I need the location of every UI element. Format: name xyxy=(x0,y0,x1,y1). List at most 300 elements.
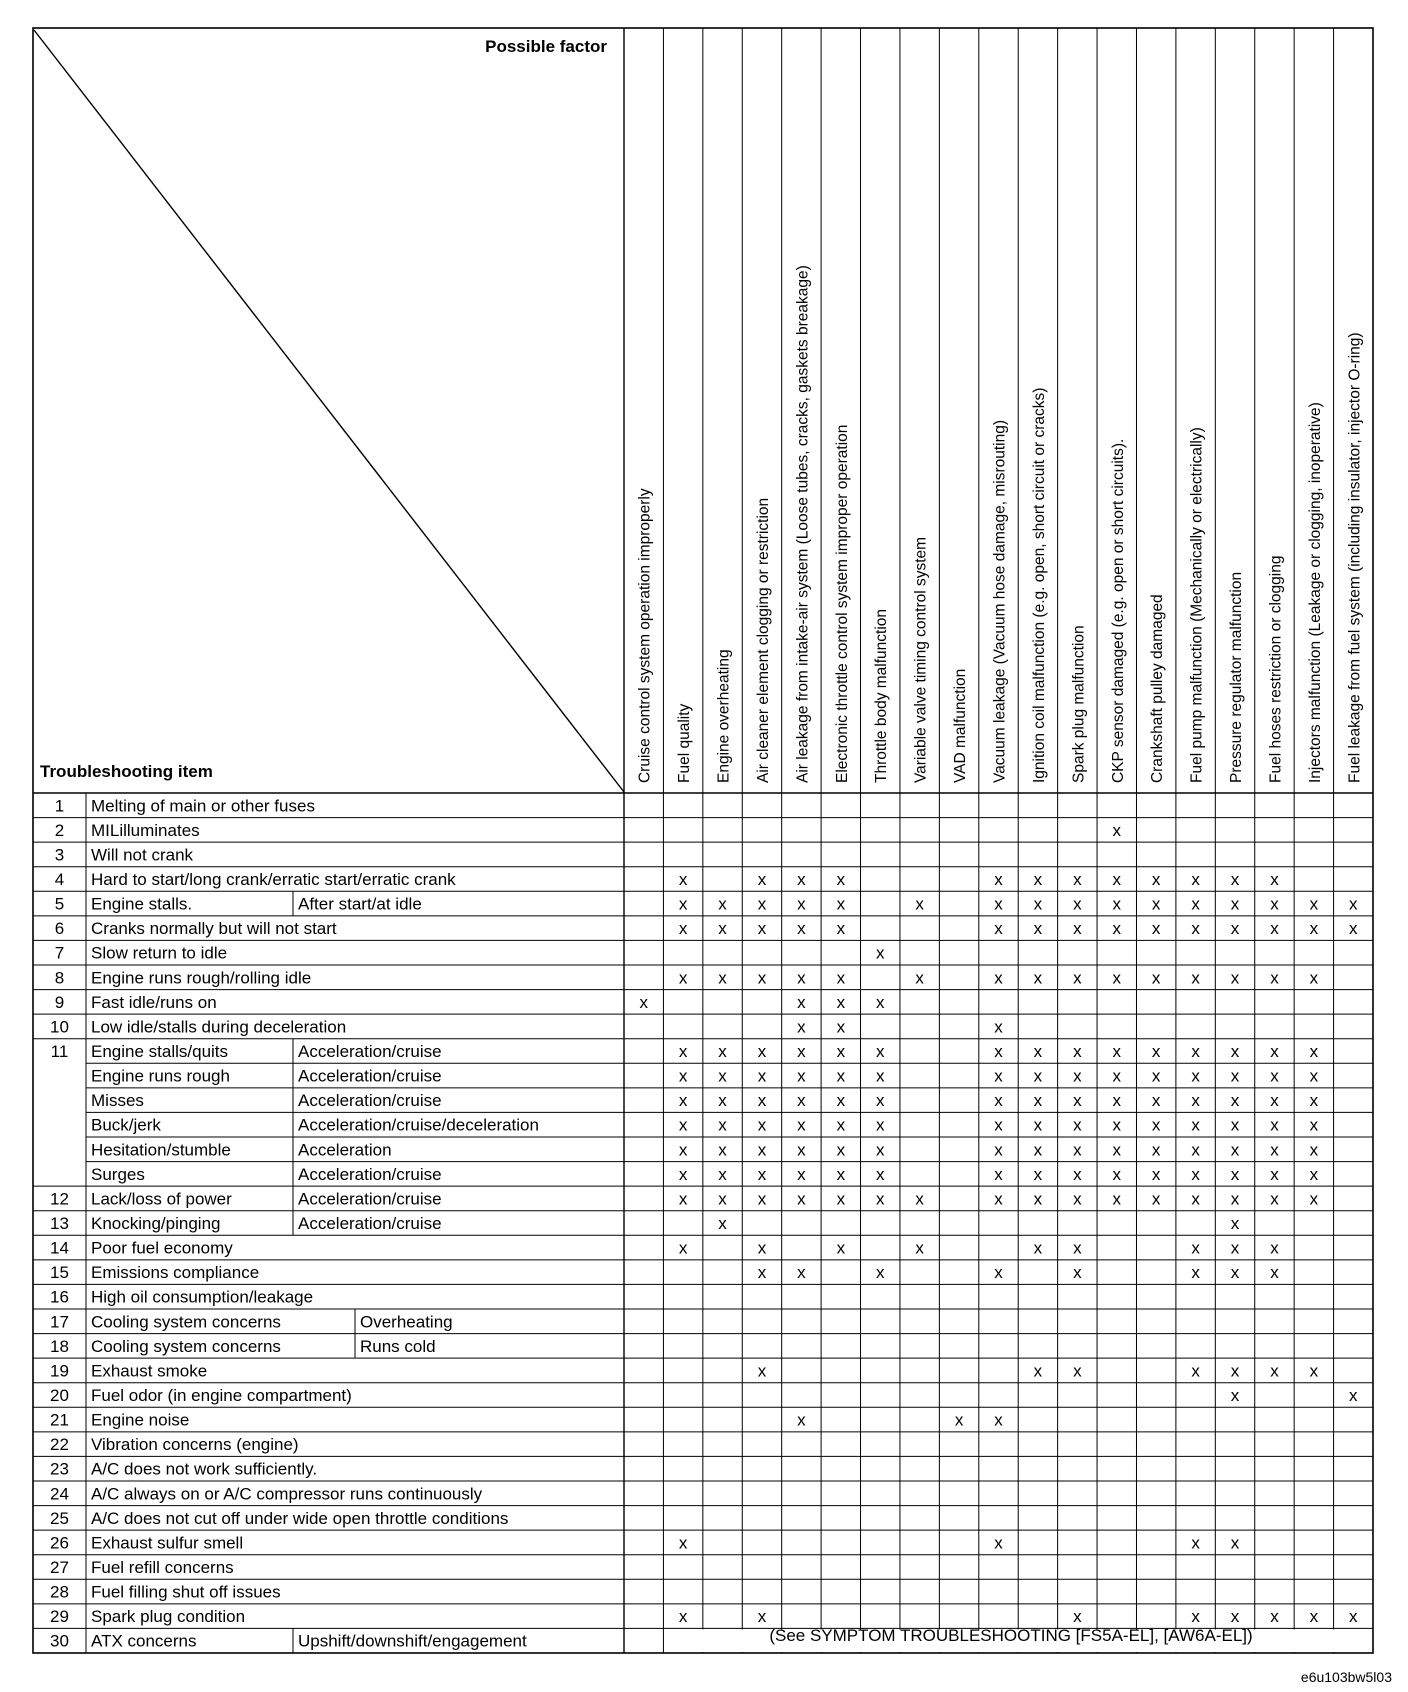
factor-mark: x xyxy=(797,894,806,914)
row-number: 20 xyxy=(50,1386,69,1405)
factor-mark: x xyxy=(1073,1189,1082,1209)
factor-mark: x xyxy=(1309,1042,1319,1061)
table-row xyxy=(91,1067,442,1086)
factor-mark: x xyxy=(1230,1042,1240,1061)
row-item: Hard to start/long crank/erratic start/erratic crank xyxy=(91,870,456,889)
factor-mark: x xyxy=(718,1115,727,1135)
row-number: 19 xyxy=(50,1361,69,1381)
factor-label: Engine overheating xyxy=(715,649,733,783)
factor-mark: x xyxy=(1230,1115,1240,1135)
row-item: Fast idle/runs on xyxy=(91,992,217,1012)
factor-mark: x xyxy=(1073,894,1082,914)
factor-mark: x xyxy=(1033,1091,1043,1111)
factor-mark: x xyxy=(1151,1189,1161,1209)
factor-mark: x xyxy=(1309,1361,1319,1381)
factor-mark: x xyxy=(678,1115,688,1135)
factor-mark: x xyxy=(678,1091,688,1111)
factor-mark: x xyxy=(1073,870,1082,889)
table-row xyxy=(55,845,194,864)
factor-label: VAD malfunction xyxy=(952,668,970,783)
row-number: 14 xyxy=(50,1238,69,1258)
factor-mark: x xyxy=(1191,1533,1200,1553)
factor-mark: x xyxy=(1151,1115,1161,1135)
factor-mark: x xyxy=(915,968,924,988)
factor-mark: x xyxy=(718,1091,727,1111)
factor-label: Ignition coil malfunction (e.g. open, short circuit or cracks) xyxy=(1030,387,1048,783)
factor-mark: x xyxy=(797,1410,806,1430)
factor-mark: x xyxy=(1230,1238,1240,1258)
factor-mark: x xyxy=(875,1042,885,1061)
row-item: Poor fuel economy xyxy=(91,1238,233,1258)
factor-mark: x xyxy=(1191,1066,1200,1086)
factor-mark: x xyxy=(1033,1140,1043,1160)
factor-mark: x xyxy=(836,1115,846,1135)
factor-mark: x xyxy=(718,1164,727,1184)
row-number: 16 xyxy=(50,1287,69,1307)
factor-mark: x xyxy=(1033,1189,1043,1209)
factor-mark: x xyxy=(1230,1263,1240,1283)
factor-mark: x xyxy=(757,1361,767,1381)
factor-mark: x xyxy=(1151,894,1161,914)
factor-mark: x xyxy=(757,1115,767,1135)
factor-mark: x xyxy=(1191,1607,1200,1627)
factor-mark: x xyxy=(1151,1042,1161,1061)
factor-label: Pressure regulator malfunction xyxy=(1228,571,1246,783)
factor-mark: x xyxy=(1033,894,1043,914)
factor-mark: x xyxy=(1033,1066,1043,1086)
row-number: 17 xyxy=(50,1312,69,1332)
row-number: 24 xyxy=(50,1484,69,1504)
factor-mark: x xyxy=(678,1140,688,1160)
row-number: 1 xyxy=(54,796,65,816)
factor-label: Electronic throttle control system improper operation xyxy=(833,424,851,783)
row-number: 29 xyxy=(50,1607,69,1627)
factor-mark: x xyxy=(1191,1042,1200,1061)
table-row xyxy=(50,1484,483,1503)
factor-mark: x xyxy=(1230,1214,1240,1233)
factor-mark: x xyxy=(836,1164,846,1184)
row-item: Engine runs rough/rolling idle xyxy=(91,968,312,988)
factor-mark: x xyxy=(836,968,846,988)
factor-label: Air leakage from intake-air system (Loose tubes, cracks, gaskets breakage) xyxy=(794,265,812,783)
factor-label: Crankshaft pulley damaged xyxy=(1149,594,1167,783)
factor-mark: x xyxy=(915,894,924,914)
factor-mark: x xyxy=(1151,919,1161,939)
factor-mark: x xyxy=(836,919,846,939)
row-condition: Acceleration/cruise xyxy=(298,1042,442,1061)
factor-mark: x xyxy=(797,1263,806,1283)
factor-mark: x xyxy=(1309,1091,1319,1111)
row-item: Slow return to idle xyxy=(91,943,228,963)
table-row xyxy=(50,1017,346,1036)
factor-mark: x xyxy=(1270,968,1279,988)
table-row xyxy=(50,1509,508,1528)
table-row xyxy=(55,796,315,815)
factor-mark: x xyxy=(718,1140,727,1160)
table-row xyxy=(50,1411,189,1430)
factor-mark: x xyxy=(718,919,727,939)
factor-mark: x xyxy=(757,1066,767,1086)
factor-mark: x xyxy=(1073,1263,1082,1283)
row-number: 4 xyxy=(54,870,65,889)
row-item: Low idle/stalls during deceleration xyxy=(91,1017,347,1037)
factor-label: Fuel quality xyxy=(676,703,694,783)
row-number: 15 xyxy=(50,1263,69,1283)
factor-mark: x xyxy=(1112,1140,1122,1160)
row-number: 13 xyxy=(50,1214,69,1233)
factor-mark: x xyxy=(1112,1115,1122,1135)
factor-mark: x xyxy=(875,943,885,963)
factor-mark: x xyxy=(678,919,688,939)
factor-mark: x xyxy=(797,1066,806,1086)
row-item: Vibration concerns (engine) xyxy=(91,1435,299,1455)
factor-mark: x xyxy=(875,1140,885,1160)
factor-mark: x xyxy=(1309,968,1319,988)
factor-mark: x xyxy=(718,894,727,914)
factor-mark: x xyxy=(1191,1140,1200,1160)
factor-mark: x xyxy=(1191,1238,1200,1258)
row-condition: Acceleration xyxy=(298,1140,392,1160)
factor-mark: x xyxy=(1230,1607,1240,1627)
factor-mark: x xyxy=(994,1091,1003,1111)
factor-mark: x xyxy=(836,1091,846,1111)
factor-mark: x xyxy=(1112,1042,1122,1061)
factor-mark: x xyxy=(797,1091,806,1111)
row-item: Emissions compliance xyxy=(91,1263,260,1283)
factor-mark: x xyxy=(797,1189,806,1209)
row-number: 8 xyxy=(54,968,65,988)
row-number: 2 xyxy=(54,820,65,840)
factor-mark: x xyxy=(1270,1164,1279,1184)
table-row xyxy=(50,1361,207,1380)
row-number: 27 xyxy=(50,1558,69,1577)
row-item: Fuel odor (in engine compartment) xyxy=(91,1386,352,1405)
table-row xyxy=(50,1214,442,1233)
row-item: Engine runs rough xyxy=(91,1066,230,1086)
factor-label: Throttle body malfunction xyxy=(873,608,891,783)
row-condition: Acceleration/cruise xyxy=(298,1066,442,1086)
factor-mark: x xyxy=(757,1140,767,1160)
factor-label: Vacuum leakage (Vacuum hose damage, misrouting) xyxy=(991,419,1009,783)
table-row xyxy=(50,1583,281,1602)
row-item: A/C always on or A/C compressor runs continuously xyxy=(91,1484,483,1504)
factor-mark: x xyxy=(1033,1238,1043,1258)
factor-mark: x xyxy=(1112,1189,1122,1209)
row-number: 9 xyxy=(54,992,65,1012)
row-item: A/C does not cut off under wide open throttle conditions xyxy=(91,1508,509,1528)
factor-mark: x xyxy=(1349,1386,1358,1405)
factor-mark: x xyxy=(994,1263,1003,1283)
table-row xyxy=(50,1558,234,1577)
factor-mark: x xyxy=(797,870,806,889)
factor-mark: x xyxy=(1309,919,1319,939)
table-grid xyxy=(33,28,1373,1653)
row-number: 23 xyxy=(50,1459,69,1479)
factor-mark: x xyxy=(875,1091,885,1111)
factor-mark: x xyxy=(1270,1066,1279,1086)
factor-mark: x xyxy=(1073,968,1082,988)
factor-mark: x xyxy=(1033,870,1043,889)
factor-mark: x xyxy=(1230,894,1240,914)
factor-mark: x xyxy=(718,968,727,988)
row-item: High oil consumption/leakage xyxy=(91,1287,314,1307)
factor-mark: x xyxy=(994,870,1003,889)
table-row xyxy=(91,1116,539,1135)
factor-mark: x xyxy=(836,894,846,914)
factor-mark: x xyxy=(994,1189,1003,1209)
factor-mark: x xyxy=(757,1238,767,1258)
factor-mark: x xyxy=(1151,1164,1161,1184)
factor-mark: x xyxy=(1112,1091,1122,1111)
factor-mark: x xyxy=(1191,1115,1200,1135)
factor-mark: x xyxy=(1191,1091,1200,1111)
factor-mark: x xyxy=(1191,968,1200,988)
row-number: 5 xyxy=(54,894,65,914)
factor-mark: x xyxy=(797,919,806,939)
factor-mark: x xyxy=(1270,1140,1279,1160)
troubleshooting-item-label: Troubleshooting item xyxy=(40,762,213,781)
factor-mark: x xyxy=(994,1410,1003,1430)
factor-mark: x xyxy=(1112,1164,1122,1184)
factor-mark: x xyxy=(1230,1066,1240,1086)
table-row xyxy=(55,968,311,987)
factor-mark: x xyxy=(1112,1066,1122,1086)
table-row xyxy=(55,821,200,840)
row-number: 11 xyxy=(50,1042,69,1061)
row-item: Engine noise xyxy=(91,1410,190,1430)
factor-mark: x xyxy=(1309,1140,1319,1160)
factor-mark: x xyxy=(678,1164,688,1184)
factor-mark: x xyxy=(1270,1361,1279,1381)
rows xyxy=(50,796,1372,1652)
factor-mark: x xyxy=(1073,1042,1082,1061)
factor-mark: x xyxy=(1073,1140,1082,1160)
factor-mark: x xyxy=(1309,1164,1319,1184)
row-item: Cooling system concerns xyxy=(91,1312,281,1332)
row-item: Engine stalls. xyxy=(91,894,193,914)
row-item: Hesitation/stumble xyxy=(91,1140,231,1160)
factor-mark: x xyxy=(1033,1164,1043,1184)
factor-label: Variable valve timing control system xyxy=(912,536,930,783)
row-item: A/C does not work sufficiently. xyxy=(91,1459,318,1479)
factor-mark: x xyxy=(797,992,806,1012)
table-row xyxy=(91,1165,442,1184)
factor-mark: x xyxy=(1073,1115,1082,1135)
row-condition: After start/at idle xyxy=(298,894,422,914)
row-number: 12 xyxy=(50,1189,69,1209)
row-item: Engine stalls/quits xyxy=(91,1042,229,1061)
factor-mark: x xyxy=(836,992,846,1012)
factor-mark: x xyxy=(678,1533,688,1553)
factor-mark: x xyxy=(994,1140,1003,1160)
factor-mark: x xyxy=(1270,870,1279,889)
factor-label: Cruise control system operation improperly xyxy=(636,488,654,783)
factor-mark: x xyxy=(915,1189,924,1209)
factor-mark: x xyxy=(797,968,806,988)
row-number: 7 xyxy=(54,943,65,963)
row-item: Fuel filling shut off issues xyxy=(91,1582,281,1602)
factor-mark: x xyxy=(678,1042,688,1061)
factor-mark: x xyxy=(1230,1386,1240,1405)
factor-mark: x xyxy=(1191,1361,1200,1381)
factor-mark: x xyxy=(1349,919,1358,939)
factor-mark: x xyxy=(678,968,688,988)
table-row xyxy=(50,1607,245,1626)
factor-mark: x xyxy=(718,1189,727,1209)
factor-label: Injectors malfunction (Leakage or clogging, inoperative) xyxy=(1306,402,1324,783)
factor-mark: x xyxy=(1270,1263,1279,1283)
factor-mark: x xyxy=(1191,1263,1200,1283)
row-item: Exhaust sulfur smell xyxy=(91,1533,244,1553)
figure-id: e6u103bw5l03 xyxy=(1300,1669,1392,1685)
table-row xyxy=(55,944,227,963)
factor-mark: x xyxy=(1191,894,1200,914)
row30-see-note: (See SYMPTOM TROUBLESHOOTING [FS5A-EL], [AW6A-EL]) xyxy=(769,1626,1253,1645)
factor-mark: x xyxy=(994,1533,1003,1553)
row-item: Lack/loss of power xyxy=(91,1189,232,1209)
factor-label: Fuel hoses restriction or clogging xyxy=(1267,555,1285,783)
row-number: 22 xyxy=(50,1435,69,1455)
factor-mark: x xyxy=(1191,870,1200,889)
table-row xyxy=(50,1435,299,1454)
factor-mark: x xyxy=(1270,1042,1279,1061)
factor-mark: x xyxy=(678,1607,688,1627)
table-row xyxy=(50,1189,442,1208)
factor-mark: x xyxy=(757,968,767,988)
factor-mark: x xyxy=(994,894,1003,914)
factor-mark: x xyxy=(1230,1164,1240,1184)
factor-mark: x xyxy=(797,1017,806,1037)
factor-mark: x xyxy=(875,1115,885,1135)
factor-mark: x xyxy=(1151,870,1161,889)
factor-mark: x xyxy=(797,1164,806,1184)
row-condition: Acceleration/cruise xyxy=(298,1164,442,1184)
factor-mark: x xyxy=(1073,1361,1082,1381)
factor-mark: x xyxy=(915,1238,924,1258)
factor-mark: x xyxy=(836,1238,846,1258)
row-item: Cooling system concerns xyxy=(91,1336,281,1356)
factor-mark: x xyxy=(1112,820,1122,840)
factor-mark: x xyxy=(1191,1164,1200,1184)
factor-mark: x xyxy=(1033,1361,1043,1381)
row-item: Exhaust smoke xyxy=(91,1361,208,1381)
factor-mark: x xyxy=(836,1066,846,1086)
factor-mark: x xyxy=(994,1042,1003,1061)
row-item: Melting of main or other fuses xyxy=(91,796,315,816)
factor-mark: x xyxy=(836,870,846,889)
row-number: 6 xyxy=(54,919,65,939)
factor-mark: x xyxy=(1309,1189,1319,1209)
factor-mark: x xyxy=(994,1115,1003,1135)
row-item: Buck/jerk xyxy=(91,1115,161,1135)
factor-mark: x xyxy=(1073,1238,1082,1258)
factor-mark: x xyxy=(1230,968,1240,988)
row-number: 3 xyxy=(54,845,65,865)
factor-mark: x xyxy=(875,1189,885,1209)
factor-mark: x xyxy=(836,1042,846,1061)
row-item: Will not crank xyxy=(91,845,194,865)
row-condition: Runs cold xyxy=(360,1336,436,1356)
factor-mark: x xyxy=(994,1066,1003,1086)
row-item: Knocking/pinging xyxy=(91,1214,221,1233)
factor-mark: x xyxy=(797,1042,806,1061)
factor-mark: x xyxy=(639,992,648,1012)
table-row xyxy=(50,1263,259,1282)
factor-mark: x xyxy=(757,1263,767,1283)
factor-mark: x xyxy=(1033,919,1043,939)
factor-mark: x xyxy=(1073,1066,1082,1086)
factor-mark: x xyxy=(757,1042,767,1061)
header-diagonal xyxy=(34,30,624,792)
row-condition: Acceleration/cruise xyxy=(298,1091,442,1111)
factor-mark: x xyxy=(875,1066,885,1086)
factor-mark: x xyxy=(1309,1066,1319,1086)
factor-mark: x xyxy=(875,992,885,1012)
factor-label: Air cleaner element clogging or restriction xyxy=(754,497,772,783)
row-condition: Acceleration/cruise/deceleration xyxy=(298,1115,539,1135)
table-row xyxy=(50,1312,453,1331)
factor-mark: x xyxy=(678,870,688,889)
factor-mark: x xyxy=(1270,894,1279,914)
row-item: MILilluminates xyxy=(91,820,200,840)
row-item: Spark plug condition xyxy=(91,1607,246,1627)
row-item: ATX concerns xyxy=(91,1631,197,1651)
factor-mark: x xyxy=(1270,1238,1279,1258)
row-number: 28 xyxy=(50,1582,69,1602)
table-row xyxy=(55,993,217,1012)
row-item: Surges xyxy=(91,1164,145,1184)
factor-mark: x xyxy=(1270,1091,1279,1111)
factor-mark: x xyxy=(757,919,767,939)
factor-mark: x xyxy=(1230,1361,1240,1381)
factor-mark: x xyxy=(1230,919,1240,939)
factor-mark: x xyxy=(1349,894,1358,914)
table-row xyxy=(50,1239,233,1258)
factor-mark: x xyxy=(875,1263,885,1283)
factor-mark: x xyxy=(1151,968,1161,988)
factor-mark: x xyxy=(1230,1140,1240,1160)
factor-mark: x xyxy=(1073,919,1082,939)
factor-mark: x xyxy=(1073,1164,1082,1184)
factor-mark: x xyxy=(836,1189,846,1209)
factor-label: Spark plug malfunction xyxy=(1070,625,1088,783)
factor-mark: x xyxy=(1151,1091,1161,1111)
factor-mark: x xyxy=(1191,1189,1200,1209)
factor-mark: x xyxy=(1309,1607,1319,1627)
factor-mark: x xyxy=(1270,1607,1279,1627)
factor-mark: x xyxy=(1073,1091,1082,1111)
factor-mark: x xyxy=(1112,968,1122,988)
factor-mark: x xyxy=(757,1091,767,1111)
factor-mark: x xyxy=(994,968,1003,988)
factor-mark: x xyxy=(1309,894,1319,914)
factor-mark: x xyxy=(1073,1607,1082,1627)
table-row xyxy=(55,870,456,889)
factor-mark: x xyxy=(797,1115,806,1135)
factor-mark: x xyxy=(1112,919,1122,939)
table-row xyxy=(50,1337,436,1356)
factor-mark: x xyxy=(797,1140,806,1160)
factor-mark: x xyxy=(1112,870,1122,889)
factor-mark: x xyxy=(1033,1115,1043,1135)
factor-mark: x xyxy=(678,894,688,914)
factor-mark: x xyxy=(718,1042,727,1061)
factor-mark: x xyxy=(757,1164,767,1184)
factor-mark: x xyxy=(757,1189,767,1209)
row-item: Cranks normally but will not start xyxy=(91,919,337,939)
factor-mark: x xyxy=(994,1017,1003,1037)
row-condition: Overheating xyxy=(360,1312,453,1332)
